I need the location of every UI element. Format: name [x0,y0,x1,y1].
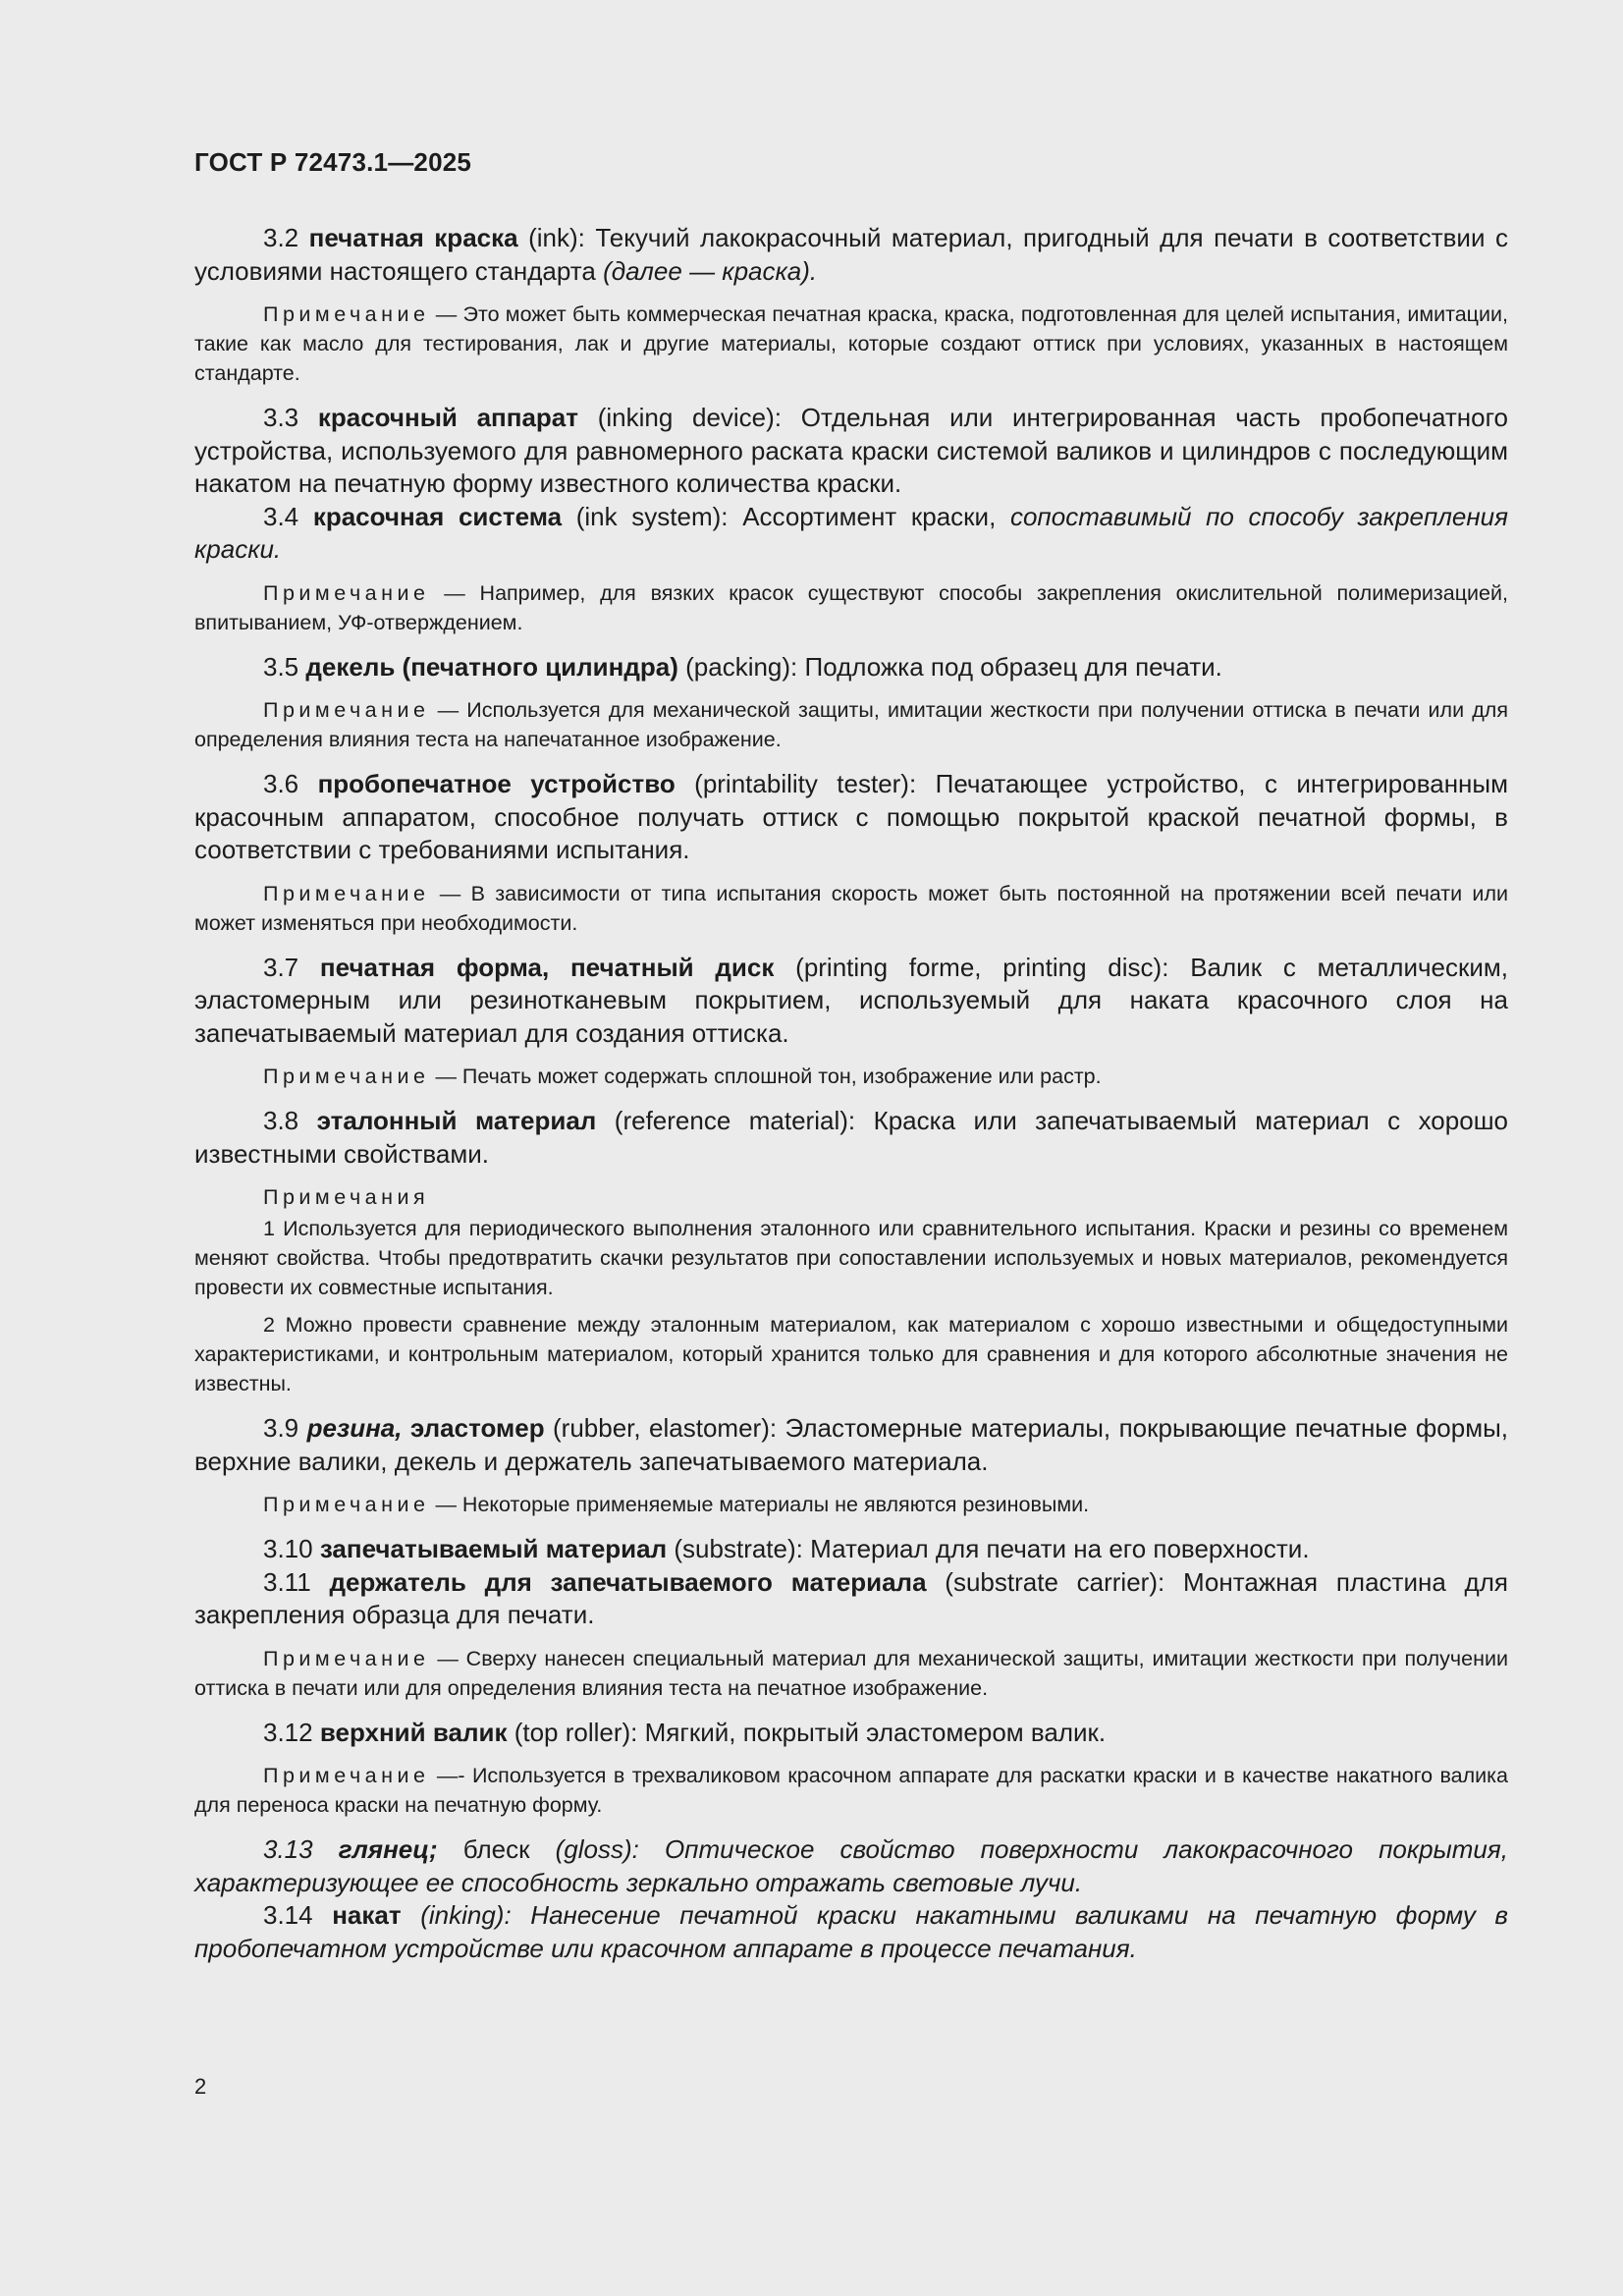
term-entry-3-3 [194,402,1508,501]
term-english: (printability tester): [694,769,917,798]
term-entry-3-13 [194,1833,1508,1899]
note-label: Примечание [263,302,430,326]
term-name: декель (печатного цилиндра) [305,651,678,682]
note-label: Примечание [263,1493,430,1516]
term-name: держатель для запечатываемого материала [329,1566,927,1597]
note-text: —- Используется в трехваликовом красочном аппарате для раскатки краски и в качестве накатного валика для переноса краски на печатную форму. [194,1764,1508,1817]
term-name: красочный аппарат [317,403,578,432]
term-entry-3-12 [194,1717,1508,1750]
note [194,578,1508,637]
note-label: Примечание [263,1764,430,1787]
term-definition-italic: Оптическое свойство поверхности лакокрасочного покрытия, характеризующее ее способность зеркально отражать световые лучи. [194,1834,1508,1897]
notes-heading [194,1182,1508,1212]
term-definition-italic: сопоставимый по способу закрепления краски. [194,501,1509,564]
term-definition: Текучий лакокрасочный материал, пригодный для печати в соответствии с условиями настоящего стандарта [194,223,1508,286]
note [194,1644,1508,1703]
note [194,695,1508,754]
term-name: эталонный материал [316,1106,597,1135]
note-text: — Сверху нанесен специальный материал для механической защиты, имитации жесткости при получении оттиска в печати или для определения влияния теста на печатное изображение. [194,1646,1508,1700]
term-synonym: блеск [462,1834,530,1864]
term-name: эластомер [409,1413,545,1443]
term-english: (rubber, elastomer): [553,1413,778,1443]
term-english: (inking): [420,1900,512,1930]
term-definition-italic: Нанесение печатной краски накатными валиками на печатную форму в пробопечатном устройстве или красочном аппарате в процессе печатания. [194,1900,1508,1963]
term-english: (gloss): [555,1834,639,1864]
term-number: 3.6 [263,769,299,798]
term-definition-italic: (далее — краска). [603,255,818,286]
term-english: (top roller): [514,1717,638,1747]
notes-label: Примечания [263,1185,430,1209]
term-number: 3.5 [263,651,299,682]
term-number: 3.8 [263,1106,299,1135]
term-name: печатная краска [308,223,518,252]
term-definition: Отдельная или интегрированная часть пробопечатного устройства, используемого для равномерного раската краски системой валиков и цилиндров с последующим накатом на печатную форму известного количества краски. [194,403,1508,498]
note-label: Примечание [263,1646,430,1670]
note [194,300,1508,388]
term-name-italic: резина, [306,1413,403,1443]
term-number: 3.12 [263,1717,313,1747]
note [194,1062,1508,1091]
term-definition: Материал для печати на его поверхности. [810,1534,1310,1563]
term-name: накат [332,1900,402,1930]
term-definition: Краска или запечатываемый материал с хорошо известными свойствами. [194,1106,1509,1169]
term-english: (packing): [685,651,798,682]
term-entry-3-7 [194,952,1508,1051]
term-number: 3.9 [263,1413,299,1443]
note-text: — Печать может содержать сплошной тон, изображение или растр. [435,1065,1102,1088]
note-label: Примечание [263,881,430,905]
term-entry-3-8 [194,1105,1508,1171]
term-entry-3-9 [194,1412,1508,1478]
term-number: 3.2 [263,223,299,252]
term-entry-3-14 [194,1899,1508,1965]
term-definition: Ассортимент краски, [742,501,997,531]
term-number: 3.14 [263,1900,313,1930]
term-definition: Печатающее устройство, с интегрированным красочным аппаратом, способное получать оттиск с помощью покрытой краской печатной формы, в соответствии с требованиями испытания. [194,769,1508,864]
term-definition: Валик с металлическим, эластомерным или резинотканевым покрытием, используемый для наката красочного слоя на запечатываемый материал для создания оттиска. [194,952,1508,1048]
note-text: — Используется для механической защиты, имитации жесткости при получении оттиска в печати или для определения влияния теста на напечатанное изображение. [194,698,1508,751]
term-english: (ink): [528,223,585,252]
term-english: (printing forme, printing disc): [795,952,1169,982]
note [194,879,1508,938]
notes-list [194,1182,1508,1398]
term-english: (substrate): [674,1534,803,1563]
term-number: 3.10 [263,1534,313,1563]
term-name: печатная форма, печатный диск [319,952,775,982]
term-number: 3.13 [263,1834,313,1864]
note-label: Примечание [263,580,430,605]
term-definition: Эластомерные материалы, покрывающие печатные формы, верхние валики, декель и держатель запечатываемого материала. [194,1413,1508,1476]
term-definition: Мягкий, покрытый эластомером валик. [644,1717,1107,1747]
term-name: запечатываемый материал [319,1534,668,1563]
note [194,1761,1508,1820]
document-header: ГОСТ Р 72473.1—2025 [194,147,472,177]
term-entry-3-4 [194,501,1508,567]
term-definition: Монтажная пластина для закрепления образца для печати. [194,1566,1508,1629]
term-entry-3-6 [194,768,1508,867]
term-name: верхний валик [319,1717,508,1747]
note-item-1: 1 Используется для периодического выполнения эталонного или сравнительного испытания. Краски и резины со временем меняют свойства. Чтобы предотвратить скачки результатов при сопоставлении используемых и новых материалов, рекомендуется провести их совместные испытания. [194,1217,1508,1299]
note-label: Примечание [263,1065,430,1088]
term-name-italic: глянец; [338,1834,438,1864]
term-english: (ink system): [575,501,729,531]
term-definition: Подложка под образец для печати. [804,651,1222,682]
note-item-2: 2 Можно провести сравнение между эталонным материалом, как материалом с хорошо известными и общедоступными характеристиками, и контрольным материалом, который хранится только для сравнения и для которого абсолютные значения не известны. [194,1313,1508,1395]
term-english: (substrate carrier): [945,1566,1165,1597]
term-name: красочная система [312,501,563,531]
term-number: 3.4 [263,501,299,531]
term-number: 3.7 [263,952,299,982]
note-text: — Некоторые применяемые материалы не являются резиновыми. [435,1493,1090,1516]
term-number: 3.3 [263,403,299,432]
term-english: (inking device): [597,403,783,432]
note-text: — Например, для вязких красок существуют способы закрепления окислительной полимеризацией, впитыванием, УФ-отверждением. [194,580,1508,634]
term-number: 3.11 [263,1566,311,1597]
term-english: (reference material): [614,1106,856,1135]
term-name: пробопечатное устройство [317,769,676,798]
page-number: 2 [194,2074,207,2099]
term-entry-3-2 [194,222,1508,288]
note [194,1490,1508,1519]
term-entry-3-11 [194,1566,1508,1632]
term-entry-3-5 [194,651,1508,684]
note-text: — Это может быть коммерческая печатная краска, краска, подготовленная для целей испытания, имитации, такие как масло для тестирования, лак и другие материалы, которые создают оттиск при условиях, указанных в настоящем стандарте. [194,302,1508,385]
note-text: — В зависимости от типа испытания скорость может быть постоянной на протяжении всей печати или может изменяться при необходимости. [194,881,1509,935]
document-body [194,222,1508,1965]
term-entry-3-10 [194,1533,1508,1566]
note-label: Примечание [263,698,430,722]
